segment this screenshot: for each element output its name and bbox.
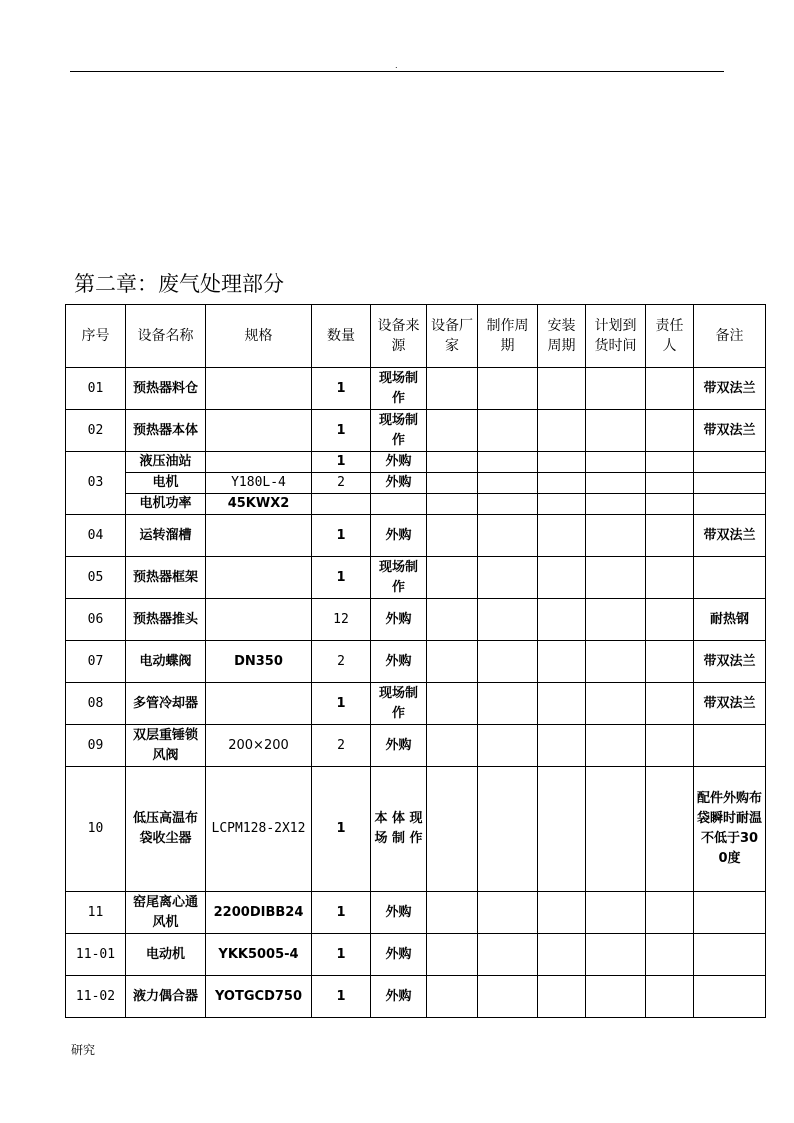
cell-maker	[427, 515, 478, 557]
cell-make-period	[478, 767, 538, 892]
cell-name: 窑尾离心通风机	[126, 892, 206, 934]
cell-maker	[427, 599, 478, 641]
cell-install-period	[538, 767, 586, 892]
cell-owner	[646, 473, 694, 494]
cell-maker	[427, 641, 478, 683]
col-header-owner: 责任人	[646, 305, 694, 368]
cell-install-period	[538, 452, 586, 473]
cell-install-period	[538, 515, 586, 557]
cell-qty: 1	[312, 515, 371, 557]
cell-name: 液力偶合器	[126, 976, 206, 1018]
cell-owner	[646, 767, 694, 892]
cell-install-period	[538, 473, 586, 494]
cell-qty: 1	[312, 892, 371, 934]
table-row	[66, 452, 766, 473]
cell-maker	[427, 892, 478, 934]
cell-source: 现场制作	[371, 410, 427, 452]
cell-source: 外购	[371, 452, 427, 473]
cell-source	[371, 494, 427, 515]
cell-spec: 2200DIBB24	[206, 892, 312, 934]
cell-remark	[694, 934, 766, 976]
cell-qty: 1	[312, 976, 371, 1018]
cell-make-period	[478, 557, 538, 599]
cell-install-period	[538, 599, 586, 641]
cell-qty: 1	[312, 410, 371, 452]
cell-source: 现场制作	[371, 368, 427, 410]
cell-maker	[427, 452, 478, 473]
chapter-title: 第二章：废气处理部分	[74, 272, 284, 296]
cell-maker	[427, 976, 478, 1018]
table-row	[66, 494, 766, 515]
col-header-spec: 规格	[206, 305, 312, 368]
cell-source: 外购	[371, 725, 427, 767]
cell-spec	[206, 368, 312, 410]
cell-name: 电机	[126, 473, 206, 494]
cell-owner	[646, 683, 694, 725]
cell-spec	[206, 452, 312, 473]
cell-owner	[646, 976, 694, 1018]
cell-make-period	[478, 368, 538, 410]
cell-remark	[694, 494, 766, 515]
cell-arrival	[586, 452, 646, 473]
cell-make-period	[478, 599, 538, 641]
cell-remark: 带双法兰	[694, 683, 766, 725]
cell-remark: 带双法兰	[694, 368, 766, 410]
cell-arrival	[586, 515, 646, 557]
footer-text: 研究	[71, 1043, 96, 1057]
cell-no: 11-01	[66, 934, 126, 976]
cell-no: 01	[66, 368, 126, 410]
cell-qty: 1	[312, 557, 371, 599]
cell-source: 外购	[371, 599, 427, 641]
cell-install-period	[538, 494, 586, 515]
cell-install-period	[538, 725, 586, 767]
cell-install-period	[538, 934, 586, 976]
cell-qty: 1	[312, 767, 371, 892]
cell-no: 06	[66, 599, 126, 641]
cell-owner	[646, 599, 694, 641]
table-row	[66, 473, 766, 494]
cell-no: 07	[66, 641, 126, 683]
cell-arrival	[586, 557, 646, 599]
cell-owner	[646, 892, 694, 934]
cell-maker	[427, 767, 478, 892]
cell-source: 现场制作	[371, 683, 427, 725]
cell-source: 外购	[371, 934, 427, 976]
cell-remark	[694, 976, 766, 1018]
table-row	[66, 892, 766, 934]
table-row	[66, 934, 766, 976]
cell-owner	[646, 725, 694, 767]
cell-name: 低压高温布袋收尘器	[126, 767, 206, 892]
cell-owner	[646, 452, 694, 473]
cell-qty: 2	[312, 641, 371, 683]
cell-make-period	[478, 410, 538, 452]
cell-name: 电机功率	[126, 494, 206, 515]
col-header-arrival: 计划到货时间	[586, 305, 646, 368]
cell-name: 多管冷却器	[126, 683, 206, 725]
cell-make-period	[478, 494, 538, 515]
cell-make-period	[478, 683, 538, 725]
cell-source: 外购	[371, 641, 427, 683]
cell-arrival	[586, 599, 646, 641]
cell-arrival	[586, 976, 646, 1018]
cell-name: 电动蝶阀	[126, 641, 206, 683]
cell-source: 外购	[371, 976, 427, 1018]
cell-make-period	[478, 515, 538, 557]
cell-source: 本 体 现 场 制 作	[371, 767, 427, 892]
cell-spec: DN350	[206, 641, 312, 683]
table-row	[66, 725, 766, 767]
cell-owner	[646, 410, 694, 452]
table-row	[66, 368, 766, 410]
cell-install-period	[538, 641, 586, 683]
table-row	[66, 515, 766, 557]
cell-no: 03	[66, 452, 126, 515]
cell-arrival	[586, 473, 646, 494]
cell-spec: LCPM128-2X12	[206, 767, 312, 892]
cell-remark: 配件外购布袋瞬时耐温不低于300度	[694, 767, 766, 892]
cell-remark	[694, 473, 766, 494]
cell-arrival	[586, 934, 646, 976]
cell-remark	[694, 452, 766, 473]
cell-spec: 45KWX2	[206, 494, 312, 515]
cell-no: 11-02	[66, 976, 126, 1018]
col-header-maker: 设备厂家	[427, 305, 478, 368]
cell-name: 运转溜槽	[126, 515, 206, 557]
cell-spec	[206, 515, 312, 557]
cell-qty: 1	[312, 452, 371, 473]
cell-owner	[646, 641, 694, 683]
cell-make-period	[478, 934, 538, 976]
cell-maker	[427, 410, 478, 452]
cell-owner	[646, 557, 694, 599]
cell-arrival	[586, 410, 646, 452]
cell-install-period	[538, 683, 586, 725]
cell-name: 电动机	[126, 934, 206, 976]
cell-no: 11	[66, 892, 126, 934]
cell-qty: 1	[312, 683, 371, 725]
cell-remark: 耐热钢	[694, 599, 766, 641]
cell-make-period	[478, 473, 538, 494]
cell-source: 现场制作	[371, 557, 427, 599]
equipment-table	[65, 304, 766, 1018]
cell-make-period	[478, 641, 538, 683]
cell-qty: 1	[312, 934, 371, 976]
cell-qty	[312, 494, 371, 515]
cell-install-period	[538, 410, 586, 452]
header-rule	[70, 71, 724, 72]
cell-owner	[646, 934, 694, 976]
cell-maker	[427, 368, 478, 410]
cell-owner	[646, 494, 694, 515]
cell-maker	[427, 725, 478, 767]
cell-make-period	[478, 892, 538, 934]
col-header-source: 设备来源	[371, 305, 427, 368]
cell-name: 双层重锤锁风阀	[126, 725, 206, 767]
cell-name: 预热器本体	[126, 410, 206, 452]
cell-make-period	[478, 976, 538, 1018]
cell-make-period	[478, 725, 538, 767]
cell-name: 预热器框架	[126, 557, 206, 599]
col-header-name: 设备名称	[126, 305, 206, 368]
cell-remark	[694, 725, 766, 767]
col-header-qty: 数量	[312, 305, 371, 368]
col-header-install-period: 安装周期	[538, 305, 586, 368]
col-header-no: 序号	[66, 305, 126, 368]
cell-maker	[427, 934, 478, 976]
table-row	[66, 641, 766, 683]
cell-spec: 200×200	[206, 725, 312, 767]
cell-maker	[427, 494, 478, 515]
cell-arrival	[586, 683, 646, 725]
cell-spec: Y180L-4	[206, 473, 312, 494]
cell-remark	[694, 557, 766, 599]
cell-arrival	[586, 494, 646, 515]
cell-spec: YKK5005-4	[206, 934, 312, 976]
table-row	[66, 976, 766, 1018]
table-row	[66, 683, 766, 725]
cell-install-period	[538, 557, 586, 599]
cell-spec	[206, 683, 312, 725]
cell-remark: 带双法兰	[694, 515, 766, 557]
cell-qty: 12	[312, 599, 371, 641]
cell-maker	[427, 557, 478, 599]
cell-owner	[646, 368, 694, 410]
cell-spec: YOTGCD750	[206, 976, 312, 1018]
cell-source: 外购	[371, 515, 427, 557]
cell-name: 液压油站	[126, 452, 206, 473]
cell-qty: 1	[312, 368, 371, 410]
cell-no: 02	[66, 410, 126, 452]
cell-maker	[427, 683, 478, 725]
table-row	[66, 599, 766, 641]
header-mark: .	[395, 61, 398, 70]
cell-arrival	[586, 725, 646, 767]
cell-install-period	[538, 892, 586, 934]
cell-name: 预热器推头	[126, 599, 206, 641]
cell-arrival	[586, 767, 646, 892]
cell-spec	[206, 557, 312, 599]
cell-remark: 带双法兰	[694, 641, 766, 683]
cell-spec	[206, 599, 312, 641]
cell-install-period	[538, 368, 586, 410]
cell-arrival	[586, 368, 646, 410]
cell-no: 04	[66, 515, 126, 557]
cell-source: 外购	[371, 473, 427, 494]
table-header-row	[66, 305, 766, 368]
cell-arrival	[586, 641, 646, 683]
table-row	[66, 767, 766, 892]
cell-qty: 2	[312, 725, 371, 767]
cell-source: 外购	[371, 892, 427, 934]
cell-remark: 带双法兰	[694, 410, 766, 452]
col-header-remark: 备注	[694, 305, 766, 368]
cell-no: 08	[66, 683, 126, 725]
cell-spec	[206, 410, 312, 452]
cell-no: 05	[66, 557, 126, 599]
col-header-make-period: 制作周期	[478, 305, 538, 368]
cell-remark	[694, 892, 766, 934]
cell-name: 预热器料仓	[126, 368, 206, 410]
table-row	[66, 557, 766, 599]
cell-owner	[646, 515, 694, 557]
cell-arrival	[586, 892, 646, 934]
cell-install-period	[538, 976, 586, 1018]
cell-no: 09	[66, 725, 126, 767]
cell-maker	[427, 473, 478, 494]
table-row	[66, 410, 766, 452]
cell-no: 10	[66, 767, 126, 892]
cell-make-period	[478, 452, 538, 473]
cell-qty: 2	[312, 473, 371, 494]
